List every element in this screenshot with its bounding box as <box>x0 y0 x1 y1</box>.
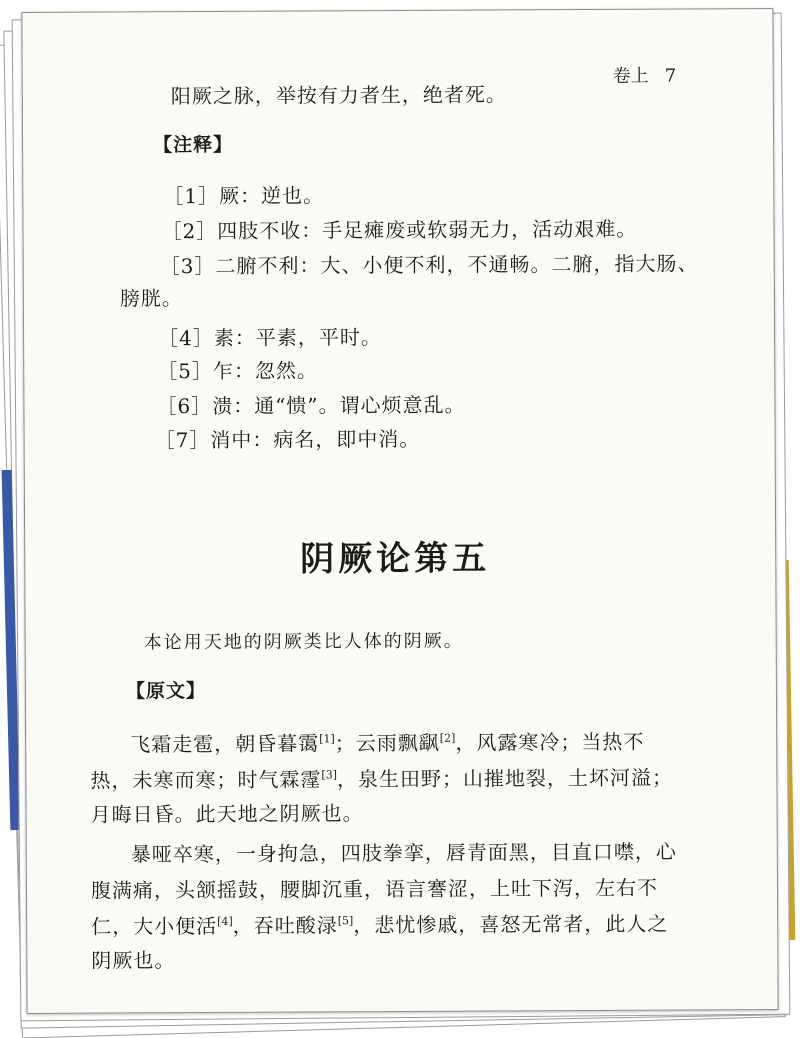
paragraph-1-line-3: 月晦日昏。此天地之阴厥也。 <box>90 801 364 827</box>
footnote-ref-3: [3] <box>321 768 338 782</box>
paragraph-2-line-1: 暴哑卒寒，一身拘急，四肢拳挛，唇青面黑，目直口噤，心 <box>130 839 677 867</box>
text-run: ，泉生田野；山摧地裂，土坏河溢； <box>336 765 674 792</box>
paragraph-2-line-3 <box>91 908 668 940</box>
note-2: ［2］四肢不收：手足瘫废或软弱无力，活动艰难。 <box>161 216 638 244</box>
notes-heading: 【注释】 <box>153 133 234 157</box>
note-7: ［7］消中：病名，即中消。 <box>154 426 421 453</box>
top-line: 阳厥之脉，举按有力者生，绝者死。 <box>170 82 507 109</box>
original-text-heading: 【原文】 <box>125 680 207 703</box>
text-run: 仁，大小便活 <box>91 913 218 939</box>
footnote-ref-2: [2] <box>439 731 456 745</box>
paragraph-1-line-1 <box>130 726 644 758</box>
text-run: ，风露寒冷；当热不 <box>455 729 645 755</box>
text-run: ，悲忧惨戚，喜怒无常者，此人之 <box>353 911 669 938</box>
footnote-ref-5: [5] <box>337 914 354 928</box>
footnote-ref-4: [4] <box>217 914 233 928</box>
paragraph-1-line-2 <box>90 762 673 794</box>
note-4: ［4］素：平素，平时。 <box>158 325 382 351</box>
note-3-continued: 膀胱。 <box>119 286 183 311</box>
text-run: ；云雨飘飖 <box>334 730 440 756</box>
text-run: 飞霜走雹，朝昏暮霭 <box>130 731 320 757</box>
chapter-intro: 本论用天地的阴厥类比人体的阴厥。 <box>143 630 464 654</box>
page-number: 7 <box>664 65 677 87</box>
paragraph-2-line-2: 腹满痛，头颔摇鼓，腰脚沉重，语言謇涩，上吐下泻，左右不 <box>90 875 659 903</box>
text-run: 热，未寒而寒；时气霖霪 <box>90 767 322 793</box>
note-5: ［5］乍：忽然。 <box>157 358 319 384</box>
note-6: ［6］溃：通“愦”。谓心烦意乱。 <box>156 392 466 419</box>
book-page <box>21 8 778 1014</box>
footnote-ref-1: [1] <box>319 732 335 746</box>
header-section: 卷上 <box>612 65 649 87</box>
note-1: ［1］厥：逆也。 <box>163 183 325 209</box>
note-3: ［3］二腑不利：大、小便不利，不通畅。二腑，指大肠、 <box>159 251 699 279</box>
chapter-title: 阴厥论第五 <box>300 538 491 580</box>
running-header <box>613 62 677 88</box>
paragraph-2-line-4: 阴厥也。 <box>91 948 176 973</box>
text-run: ，吞吐酸渌 <box>232 913 338 938</box>
